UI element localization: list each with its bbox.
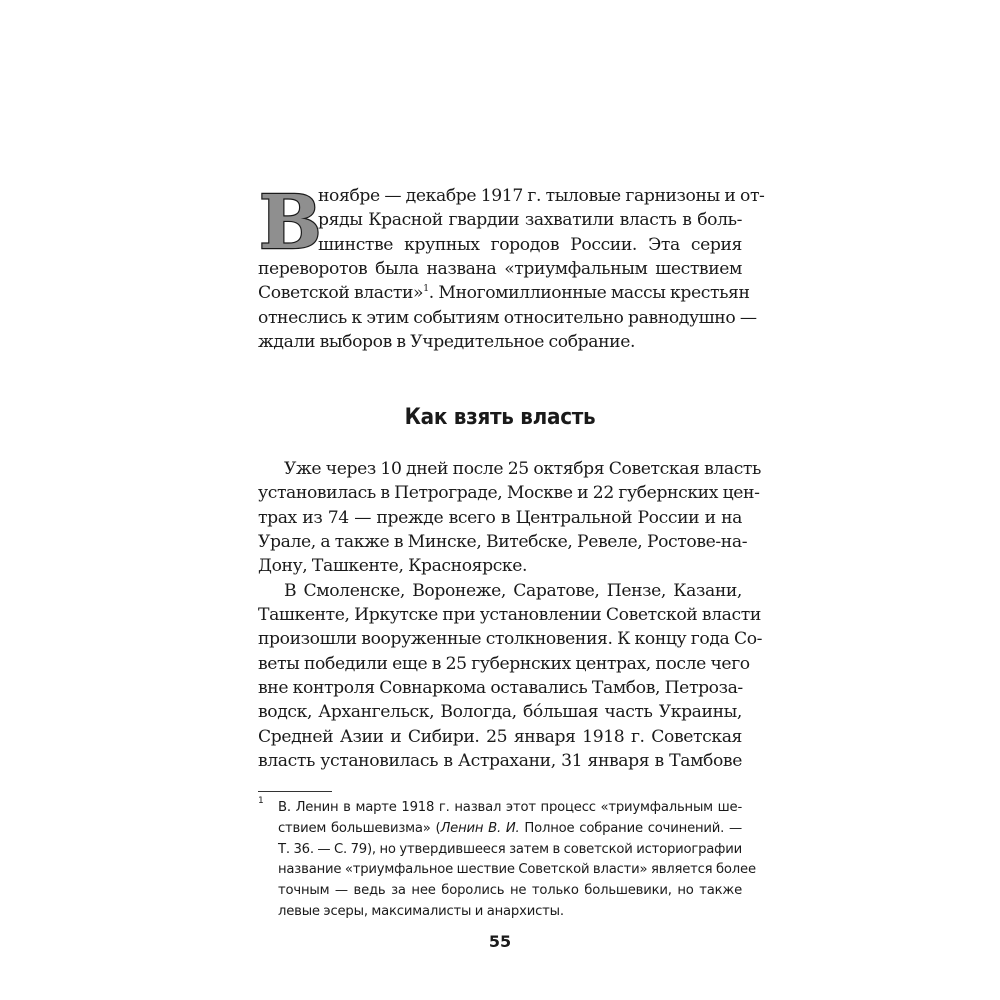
footnote-line: Т. 36. — С. 79), но утвердившееся затем в советской историографии: [278, 841, 742, 857]
intro-paragraph: [258, 184, 765, 354]
body-text: [258, 457, 763, 773]
footnote-text: ствием большевизма» (: [278, 820, 441, 836]
body-line: Уже через 10 дней после 25 октября Советская власть: [284, 459, 762, 479]
body-line: власть установилась в Астрахани, 31 января в Тамбове: [258, 751, 742, 772]
svg-text:В: В: [259, 180, 322, 266]
page-number: 55: [488, 932, 512, 951]
intro-line-head: Советской власти»: [258, 283, 424, 304]
intro-line: отнеслись к этим событиям относительно равнодушно —: [258, 307, 757, 328]
footnote-line: точным — ведь за нее боролись не только большевики, но также: [278, 883, 742, 899]
footnote-text: Полное собрание сочинений. —: [519, 820, 742, 836]
footnote-line: название «триумфальное шествие Советской власти» является более: [278, 862, 756, 878]
body-line: вне контроля Совнаркома оставались Тамбов, Петроза-: [258, 678, 743, 699]
intro-line-tail: . Многомиллионные массы крестьян: [428, 283, 750, 304]
body-line: Урале, а также в Минске, Витебске, Ревеле, Ростове-на-: [258, 532, 748, 553]
intro-line: ждали выборов в Учредительное собрание.: [258, 332, 636, 353]
body-line: трах из 74 — прежде всего в Центральной России и на: [258, 507, 742, 528]
body-line: установилась в Петрограде, Москве и 22 губернских цен-: [258, 483, 760, 504]
footnote-divider: [258, 791, 332, 792]
body-line: В Смоленске, Воронеже, Саратове, Пензе, Казани,: [284, 580, 742, 601]
body-line: веты победили еще в 25 губернских центрах, после чего: [258, 653, 750, 674]
body-line: Средней Азии и Сибири. 25 января 1918 г. Советская: [258, 726, 742, 747]
body-line: произошли вооруженные столкновения. К концу года Со-: [258, 629, 763, 650]
body-line: водск, Архангельск, Вологда, бóльшая часть Украины,: [258, 702, 742, 723]
footnote: [258, 796, 756, 923]
section-heading: Как взять власть: [404, 402, 596, 430]
footnote-mark: 1: [258, 796, 264, 806]
footnote-reference: 1: [423, 283, 429, 295]
intro-line: шинстве крупных городов России. Эта серия: [318, 234, 742, 255]
intro-line: [258, 281, 750, 305]
intro-line: ряды Красной гвардии захватили власть в боль-: [318, 210, 742, 231]
body-line: Ташкенте, Иркутске при установлении Советской власти: [258, 605, 761, 626]
footnote-author: Ленин В. И.: [440, 820, 520, 836]
intro-line: ноябре — декабре 1917 г. тыловые гарнизоны и от-: [318, 186, 765, 206]
footnote-line: левые эсеры, максималисты и анархисты.: [278, 903, 564, 919]
footnote-line: [258, 819, 742, 840]
intro-line: переворотов была названа «триумфальным шествием: [258, 259, 742, 280]
footnote-line: В. Ленин в марте 1918 г. назвал этот процесс «триумфальным ше-: [278, 800, 742, 815]
body-line: Дону, Ташкенте, Красноярске.: [258, 556, 528, 577]
